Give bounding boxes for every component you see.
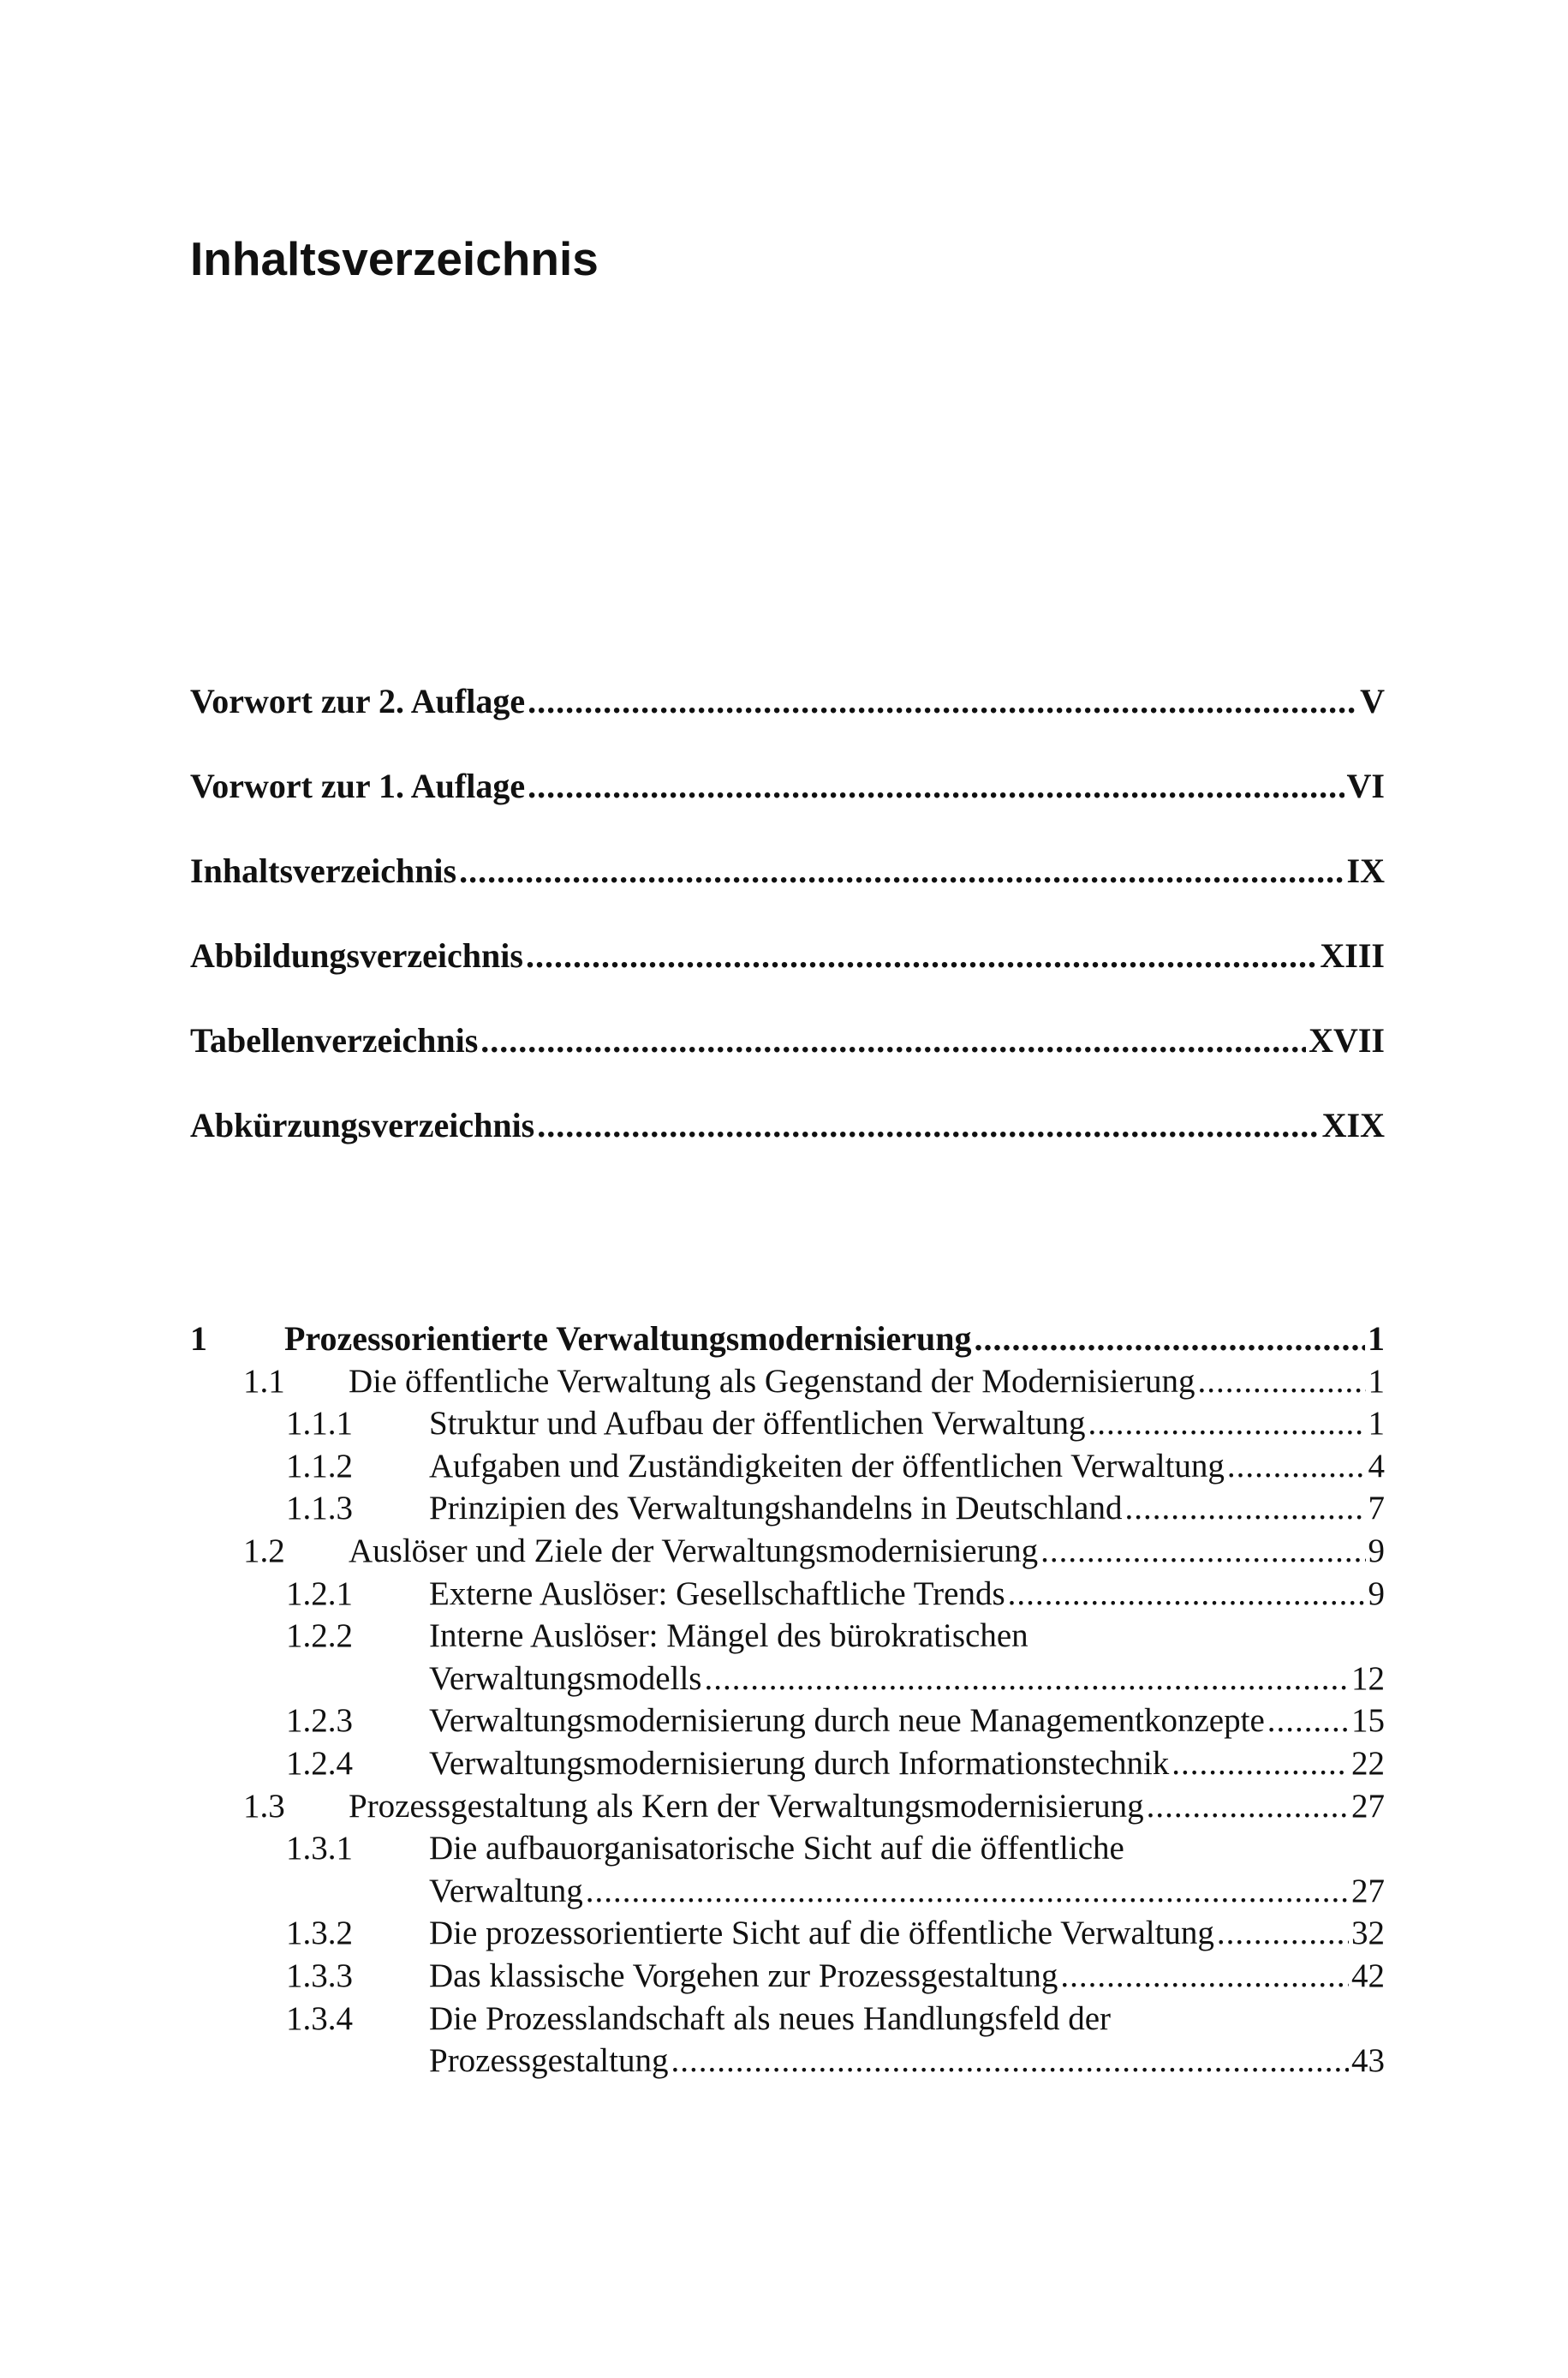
entry-page: 9 <box>1368 1532 1385 1569</box>
entry-page: IX <box>1346 851 1385 890</box>
toc-entry-abbildungsverzeichnis[interactable] <box>190 935 1385 1020</box>
entry-page: 32 <box>1351 1915 1385 1952</box>
toc-entry-1-3[interactable] <box>190 1785 1385 1828</box>
entry-page: 43 <box>1351 2042 1385 2080</box>
entry-number: 1.1.1 <box>286 1405 353 1443</box>
entry-number: 1.2.2 <box>286 1617 353 1655</box>
entry-number: 1.3 <box>243 1787 285 1825</box>
dot-leader <box>537 1105 1319 1145</box>
entry-page: VI <box>1346 767 1385 805</box>
toc-entry-1-2[interactable] <box>190 1530 1385 1573</box>
toc-entry-1-3-1-continuation[interactable] <box>190 1870 1385 1913</box>
dot-leader <box>1172 1742 1349 1784</box>
entry-title: Prozessgestaltung als Kern der Verwaltungsmodernisierung <box>349 1787 1144 1825</box>
entry-title: Vorwort zur 2. Auflage <box>190 682 526 720</box>
toc-entry-inhaltsverzeichnis[interactable] <box>190 851 1385 935</box>
dot-leader <box>1088 1402 1365 1444</box>
entry-page: 1 <box>1368 1319 1385 1358</box>
dot-leader <box>704 1658 1349 1700</box>
entry-page: XVII <box>1309 1021 1385 1060</box>
entry-title: Prinzipien des Verwaltungshandelns in Deutschland <box>429 1490 1123 1527</box>
entry-title: Inhaltsverzeichnis <box>190 851 457 890</box>
entry-page: 9 <box>1368 1574 1385 1612</box>
entry-page: 27 <box>1351 1872 1385 1909</box>
entry-page: XIX <box>1321 1106 1385 1144</box>
entry-title: Verwaltungsmodernisierung durch Informationstechnik <box>429 1744 1170 1782</box>
entry-page: 1 <box>1368 1405 1385 1443</box>
entry-number: 1.3.2 <box>286 1915 353 1952</box>
dot-leader <box>586 1870 1349 1912</box>
front-matter-list <box>190 681 1385 1190</box>
dot-leader <box>459 851 1344 891</box>
dot-leader <box>528 766 1344 806</box>
toc-entry-tabellenverzeichnis[interactable] <box>190 1020 1385 1105</box>
entry-page: V <box>1360 682 1385 720</box>
entry-title: Abbildungsverzeichnis <box>190 936 523 975</box>
entry-title: Auslöser und Ziele der Verwaltungsmodernisierung <box>349 1532 1039 1569</box>
entry-title: Struktur und Aufbau der öffentlichen Verwaltung <box>429 1405 1086 1443</box>
entry-title: Abkürzungsverzeichnis <box>190 1106 535 1144</box>
toc-entry-1-3-2[interactable] <box>190 1912 1385 1955</box>
toc-entry-vorwort-2[interactable] <box>190 681 1385 766</box>
page-title: Inhaltsverzeichnis <box>190 232 599 285</box>
dot-leader <box>1197 1360 1365 1402</box>
entry-page: 4 <box>1368 1447 1385 1485</box>
dot-leader <box>1060 1955 1349 1997</box>
dot-leader <box>480 1020 1306 1061</box>
entry-number: 1.1 <box>243 1362 285 1400</box>
dot-leader <box>1267 1700 1349 1742</box>
toc-entry-1-2-4[interactable] <box>190 1742 1385 1785</box>
toc-entry-1-3-3[interactable] <box>190 1955 1385 1998</box>
dot-leader <box>1008 1573 1366 1615</box>
entry-page: 22 <box>1351 1744 1385 1782</box>
entry-number: 1.1.2 <box>286 1447 353 1485</box>
toc-entry-1-2-2-continuation[interactable] <box>190 1658 1385 1700</box>
dot-leader <box>1147 1785 1349 1827</box>
toc-entry-1-3-4-continuation[interactable] <box>190 2040 1385 2082</box>
toc-entry-1[interactable] <box>190 1317 1385 1360</box>
entry-title-continuation: Prozessgestaltung <box>429 2042 669 2080</box>
entry-title: Die Prozesslandschaft als neues Handlungsfeld der <box>429 1999 1112 2037</box>
dot-leader <box>1217 1912 1349 1954</box>
toc-entry-1-3-4[interactable] <box>190 1998 1385 2040</box>
dot-leader <box>526 935 1317 976</box>
entry-number: 1.3.4 <box>286 1999 353 2037</box>
chapter-toc <box>190 1317 1385 2082</box>
entry-title: Externe Auslöser: Gesellschaftliche Trends <box>429 1574 1005 1612</box>
entry-number: 1 <box>190 1319 207 1358</box>
dot-leader <box>974 1317 1365 1359</box>
entry-number: 1.3.3 <box>286 1957 353 1994</box>
entry-title: Verwaltungsmodernisierung durch neue Managementkonzepte <box>429 1702 1265 1740</box>
entry-title: Prozessorientierte Verwaltungsmodernisierung <box>284 1319 972 1358</box>
toc-entry-1-2-2[interactable] <box>190 1615 1385 1658</box>
entry-title: Tabellenverzeichnis <box>190 1021 479 1060</box>
dot-leader <box>1124 1487 1365 1529</box>
dot-leader <box>671 2040 1349 2082</box>
toc-entry-abkuerzungsverzeichnis[interactable] <box>190 1105 1385 1190</box>
entry-page: 15 <box>1351 1702 1385 1740</box>
entry-title: Die aufbauorganisatorische Sicht auf die öffentliche <box>429 1830 1124 1867</box>
dot-leader <box>1040 1530 1365 1572</box>
toc-entry-1-1-3[interactable] <box>190 1487 1385 1530</box>
toc-entry-1-2-1[interactable] <box>190 1573 1385 1616</box>
entry-page: 27 <box>1351 1787 1385 1825</box>
entry-title-continuation: Verwaltungsmodells <box>429 1659 702 1697</box>
toc-entry-1-2-3[interactable] <box>190 1700 1385 1742</box>
toc-entry-1-3-1[interactable] <box>190 1827 1385 1870</box>
entry-page: 12 <box>1351 1659 1385 1697</box>
entry-number: 1.2.1 <box>286 1574 353 1612</box>
entry-title: Interne Auslöser: Mängel des bürokratischen <box>429 1617 1028 1655</box>
toc-entry-vorwort-1[interactable] <box>190 766 1385 851</box>
entry-page: 7 <box>1368 1490 1385 1527</box>
entry-number: 1.2 <box>243 1532 285 1569</box>
dot-leader <box>528 681 1357 721</box>
entry-title: Die prozessorientierte Sicht auf die öffentliche Verwaltung <box>429 1915 1214 1952</box>
entry-page: XIII <box>1320 936 1385 975</box>
entry-title: Die öffentliche Verwaltung als Gegenstand der Modernisierung <box>349 1362 1195 1400</box>
entry-number: 1.3.1 <box>286 1830 353 1867</box>
entry-title: Aufgaben und Zuständigkeiten der öffentlichen Verwaltung <box>429 1447 1225 1485</box>
entry-page: 1 <box>1368 1362 1385 1400</box>
entry-number: 1.2.3 <box>286 1702 353 1740</box>
entry-page: 42 <box>1351 1957 1385 1994</box>
entry-title: Das klassische Vorgehen zur Prozessgestaltung <box>429 1957 1058 1994</box>
entry-number: 1.2.4 <box>286 1744 353 1782</box>
toc-entry-1-1-1[interactable] <box>190 1402 1385 1445</box>
dot-leader <box>1227 1445 1366 1487</box>
entry-title: Vorwort zur 1. Auflage <box>190 767 526 805</box>
toc-entry-1-1[interactable] <box>190 1360 1385 1403</box>
toc-entry-1-1-2[interactable] <box>190 1445 1385 1488</box>
entry-title-continuation: Verwaltung <box>429 1872 583 1909</box>
entry-number: 1.1.3 <box>286 1490 353 1527</box>
